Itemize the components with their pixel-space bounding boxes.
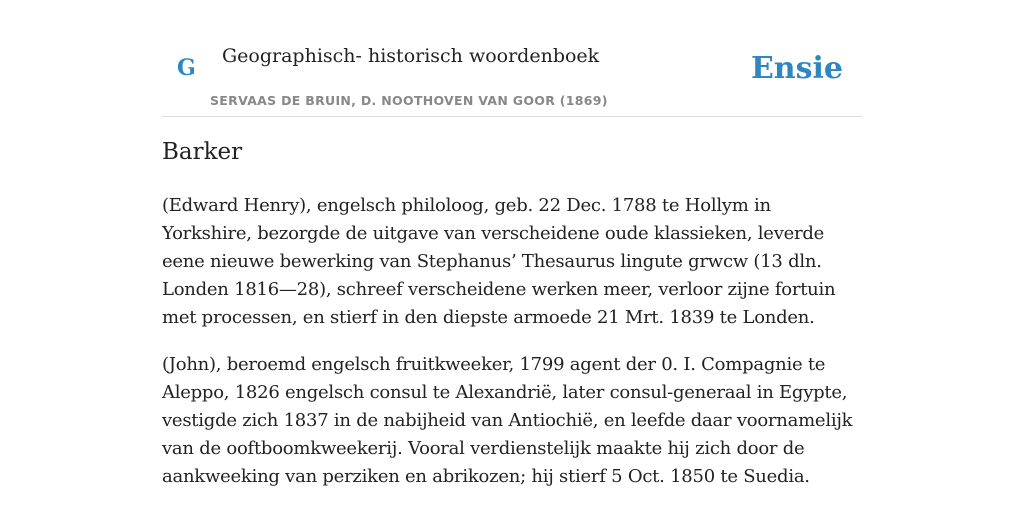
entry-paragraph: (John), beroemd engelsch fruitkweeker, 1799 agent der 0. I. Compagnie te Aleppo, 1826 engelsch consul te Alexandrië, later consul-generaal in Egypte, vestigde zich 1837 in de nabijheid van Antiochië, en leefde daar voornamelijk van de ooftboomkweekerij. Vooral verdienstelijk maakte hij zich door de aankweeking van perziken en abrikozen; hij stierf 5 Oct. 1850 te Suedia. <box>162 354 853 487</box>
page-container <box>162 0 862 487</box>
dictionary-letter-icon: G <box>177 55 196 81</box>
ensie-logo-link[interactable]: Ensie <box>750 51 843 86</box>
entry-title: Barker <box>162 139 243 165</box>
dictionary-header <box>162 0 862 117</box>
dictionary-title-link[interactable]: Geographisch- historisch woordenboek <box>222 45 600 67</box>
entry-paragraph: (Edward Henry), engelsch philoloog, geb. 22 Dec. 1788 te Hollym in Yorkshire, bezorgde de uitgave van verscheidene oude klassieken, leverde eene nieuwe bewerking van Stephanus’ Thesaurus lingute grwcw (13 dln. Londen 1816—28), schreef verscheidene werken meer, verloor zijne fortuin met processen, en stierf in den diepste armoede 21 Mrt. 1839 te Londen. <box>162 195 836 328</box>
dictionary-author: SERVAAS DE BRUIN, D. NOOTHOVEN VAN GOOR (1869) <box>210 93 608 108</box>
